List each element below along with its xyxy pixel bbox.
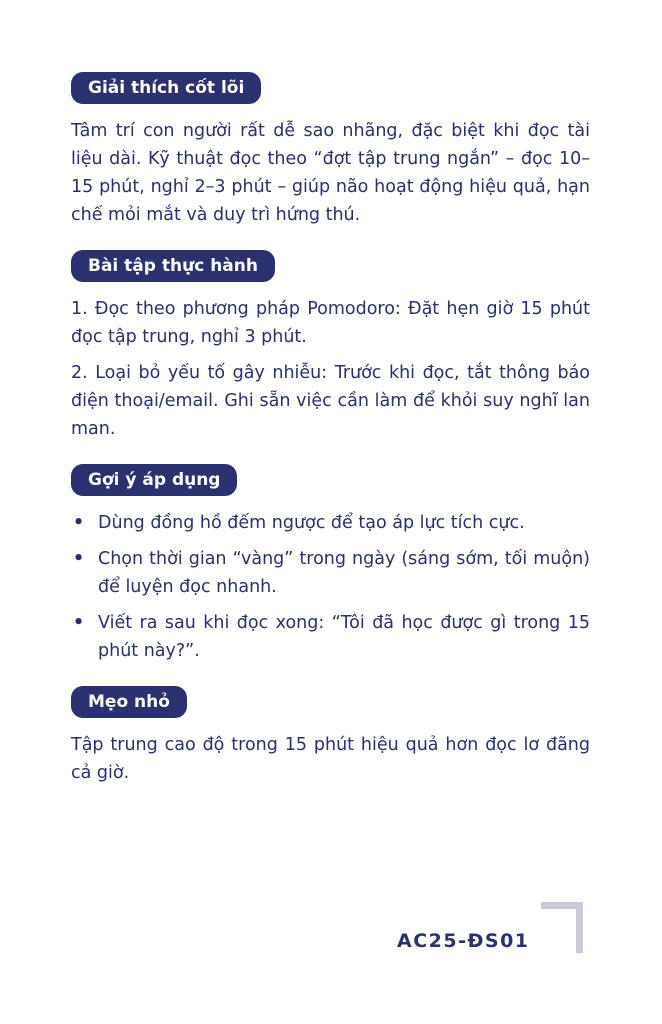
suggestion-text: Chọn thời gian “vàng” trong ngày (sáng sớm, tối muộn) để luyện đọc nhanh. bbox=[98, 549, 590, 597]
tip-text: Tập trung cao độ trong 15 phút hiệu quả hơn đọc lơ đãng cả giờ. bbox=[71, 735, 590, 783]
bullet-icon: • bbox=[73, 613, 85, 633]
practice-list bbox=[71, 295, 590, 443]
suggestions-list bbox=[71, 509, 590, 665]
suggestion-text: Dùng đồng hồ đếm ngược để tạo áp lực tích cực. bbox=[98, 513, 525, 533]
section-heading-core-explanation: Giải thích cốt lõi bbox=[71, 72, 261, 104]
section-heading-suggestions: Gợi ý áp dụng bbox=[71, 464, 237, 496]
suggestion-item bbox=[71, 509, 590, 537]
suggestion-item bbox=[71, 609, 590, 665]
bullet-icon: • bbox=[73, 549, 85, 569]
section-heading-practice: Bài tập thực hành bbox=[71, 250, 275, 282]
bullet-icon: • bbox=[73, 513, 85, 533]
corner-bracket-icon bbox=[541, 902, 583, 953]
core-explanation-text: Tâm trí con người rất dễ sao nhãng, đặc biệt khi đọc tài liệu dài. Kỹ thuật đọc theo “đợt tập trung ngắn” – đọc 10–15 phút, nghỉ 2–3 phút – giúp não hoạt động hiệu quả, hạn chế mỏi mắt và duy trì hứng thú. bbox=[71, 121, 590, 225]
tip-paragraph bbox=[71, 731, 590, 787]
practice-item-1: 1. Đọc theo phương pháp Pomodoro: Đặt hẹn giờ 15 phút đọc tập trung, nghỉ 3 phút. bbox=[71, 299, 590, 347]
suggestion-item bbox=[71, 545, 590, 601]
core-explanation-paragraph bbox=[71, 117, 590, 229]
practice-item-2: 2. Loại bỏ yếu tố gây nhiễu: Trước khi đọc, tắt thông báo điện thoại/email. Ghi sẵn việc cần làm để khỏi suy nghĩ lan man. bbox=[71, 363, 590, 439]
suggestion-text: Viết ra sau khi đọc xong: “Tôi đã học được gì trong 15 phút này?”. bbox=[98, 613, 590, 661]
document-code: AC25-ĐS01 bbox=[397, 930, 530, 952]
section-heading-tip: Mẹo nhỏ bbox=[71, 686, 187, 718]
